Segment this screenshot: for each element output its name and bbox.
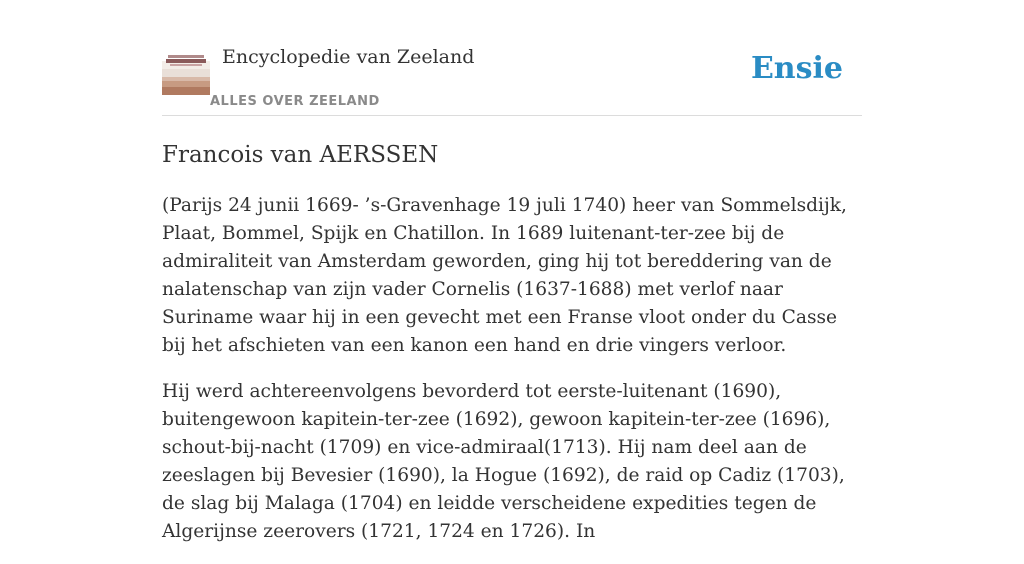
- site-header: [162, 0, 862, 116]
- article-paragraph: (Parijs 24 junii 1669- ’s-Gravenhage 19 juli 1740) heer van Sommelsdijk, Plaat, Bommel, Spijk en Chatillon. In 1689 luitenant-ter-zee bij de admiraliteit van Amsterdam geworden, ging hij tot bereddering van de nalatenschap van zijn vader Cornelis (1637-1688) met verlof naar Suriname waar hij in een gevecht met een Franse vloot onder du Casse bij het afschieten van een kanon een hand en drie vingers verloor.: [162, 195, 847, 356]
- article-paragraph: Hij werd achtereenvolgens bevorderd tot eerste-luitenant (1690), buitengewoon kapitein-ter-zee (1692), gewoon kapitein-ter-zee (1696), schout-bij-nacht (1709) en vice-admiraal(1713). Hij nam deel aan de zeeslagen bij Bevesier (1690), la Hogue (1692), de raid op Cadiz (1703), de slag bij Malaga (1704) en leidde verscheidene expedities tegen de Algerijnse zeerovers (1721, 1724 en 1726). In: [162, 381, 845, 542]
- site-title[interactable]: Encyclopedie van Zeeland: [222, 46, 475, 68]
- site-subtitle: ALLES OVER ZEELAND: [210, 94, 380, 109]
- article-title: Francois van AERSSEN: [162, 142, 439, 168]
- encyclopedia-logo-icon[interactable]: [162, 47, 210, 95]
- avatar-image: [162, 47, 210, 95]
- page: [162, 0, 862, 542]
- article-body: [162, 192, 862, 564]
- brand-logo[interactable]: Ensie: [750, 51, 843, 86]
